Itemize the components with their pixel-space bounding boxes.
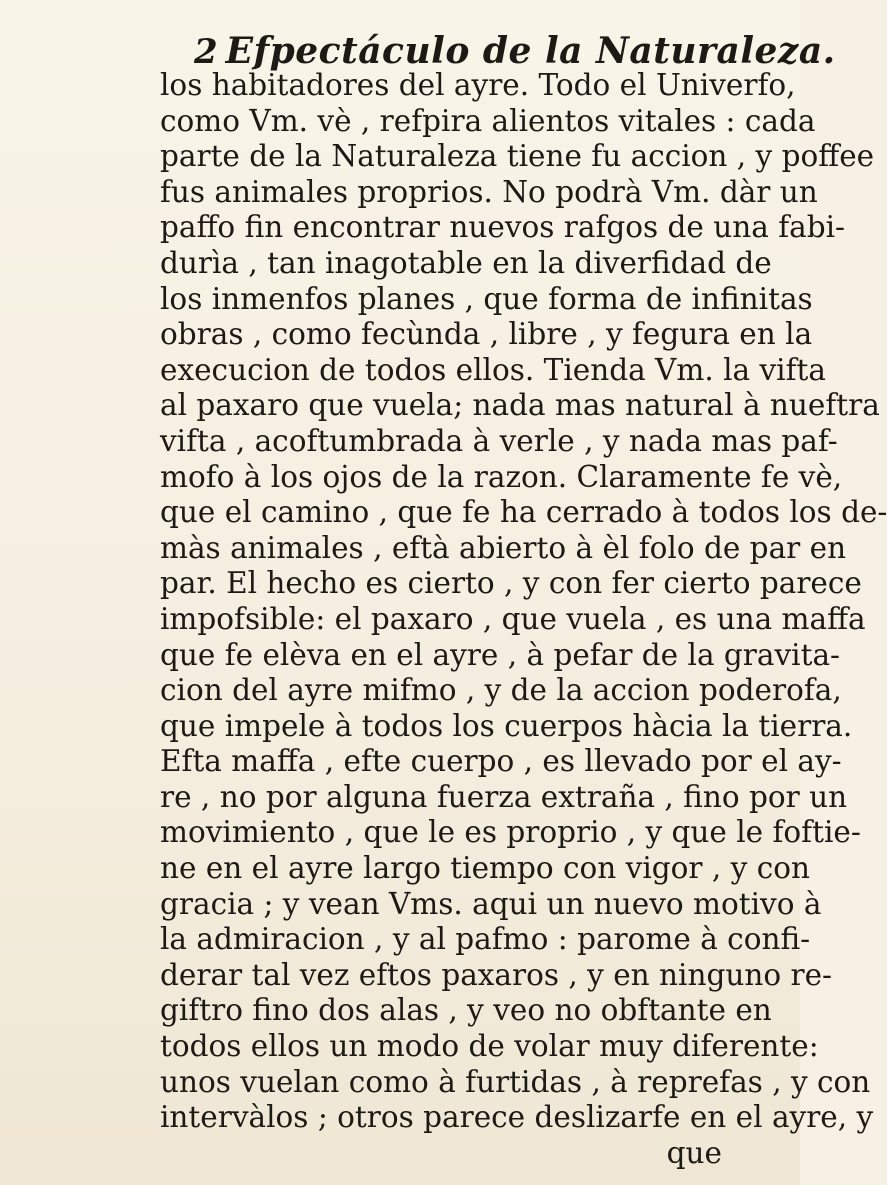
- text-line: al paxaro que vuela; nada mas natural à nueftra: [160, 388, 880, 423]
- text-line: intervàlos ; otros parece deslizarfe en el ayre, y: [160, 1100, 874, 1135]
- text-line: cion del ayre mifmo , y de la accion poderofa,: [160, 673, 842, 708]
- text-line: obras , como fecùnda , libre , y fegura en la: [160, 317, 813, 352]
- text-line: la admiracion , y al pafmo : parome à confi-: [160, 922, 811, 957]
- text-line: Efta maffa , efte cuerpo , es llevado por el ay-: [160, 744, 842, 779]
- catchword: que: [666, 1135, 722, 1170]
- text-line: los inmenfos planes , que forma de infinitas: [160, 281, 813, 316]
- body-text: [160, 68, 887, 1171]
- text-line: impofsible: el paxaro , que vuela , es una maffa: [160, 601, 866, 636]
- text-line: durìa , tan inagotable en la diverfidad de: [160, 245, 772, 280]
- text-line: ne en el ayre largo tiempo con vigor , y con: [160, 851, 810, 886]
- text-line: re , no por alguna fuerza extraña , fino por un: [160, 779, 848, 814]
- running-title: Efpectáculo de la Naturaleza.: [225, 30, 836, 72]
- text-line: como Vm. vè , refpira alientos vitales : cada: [160, 103, 816, 138]
- text-line: fus animales proprios. No podrà Vm. dàr un: [160, 174, 818, 209]
- text-line: los habitadores del ayre. Todo el Univerfo,: [160, 68, 796, 102]
- page-number: 2: [194, 32, 218, 72]
- text-line: vifta , acoftumbrada à verle , y nada mas paf-: [160, 423, 838, 458]
- text-line: par. El hecho es cierto , y con fer cierto parece: [160, 566, 862, 601]
- text-line: unos vuelan como à furtidas , à reprefas , y con: [160, 1064, 871, 1099]
- text-line: todos ellos un modo de volar muy diferente:: [160, 1029, 819, 1064]
- text-line: mofo à los ojos de la razon. Claramente fe vè,: [160, 459, 843, 494]
- text-line: que el camino , que fe ha cerrado à todos los de-: [160, 495, 887, 530]
- text-line: màs animales , eftà abierto à èl folo de par en: [160, 530, 847, 565]
- text-line: derar tal vez eftos paxaros , y en ninguno re-: [160, 957, 833, 992]
- text-line: giftro fino dos alas , y veo no obftante en: [160, 993, 772, 1028]
- text-line: execucion de todos ellos. Tienda Vm. la vifta: [160, 352, 826, 387]
- text-line: movimiento , que le es proprio , y que le foftie-: [160, 815, 861, 850]
- text-line: paffo fin encontrar nuevos rafgos de una fabi-: [160, 210, 846, 245]
- text-line: que impele à todos los cuerpos hàcia la tierra.: [160, 708, 853, 743]
- text-line: gracia ; y vean Vms. aqui un nuevo motivo à: [160, 886, 822, 921]
- text-line: que fe elèva en el ayre , à pefar de la gravita-: [160, 637, 840, 672]
- text-line: parte de la Naturaleza tiene fu accion , y poffee: [160, 139, 875, 174]
